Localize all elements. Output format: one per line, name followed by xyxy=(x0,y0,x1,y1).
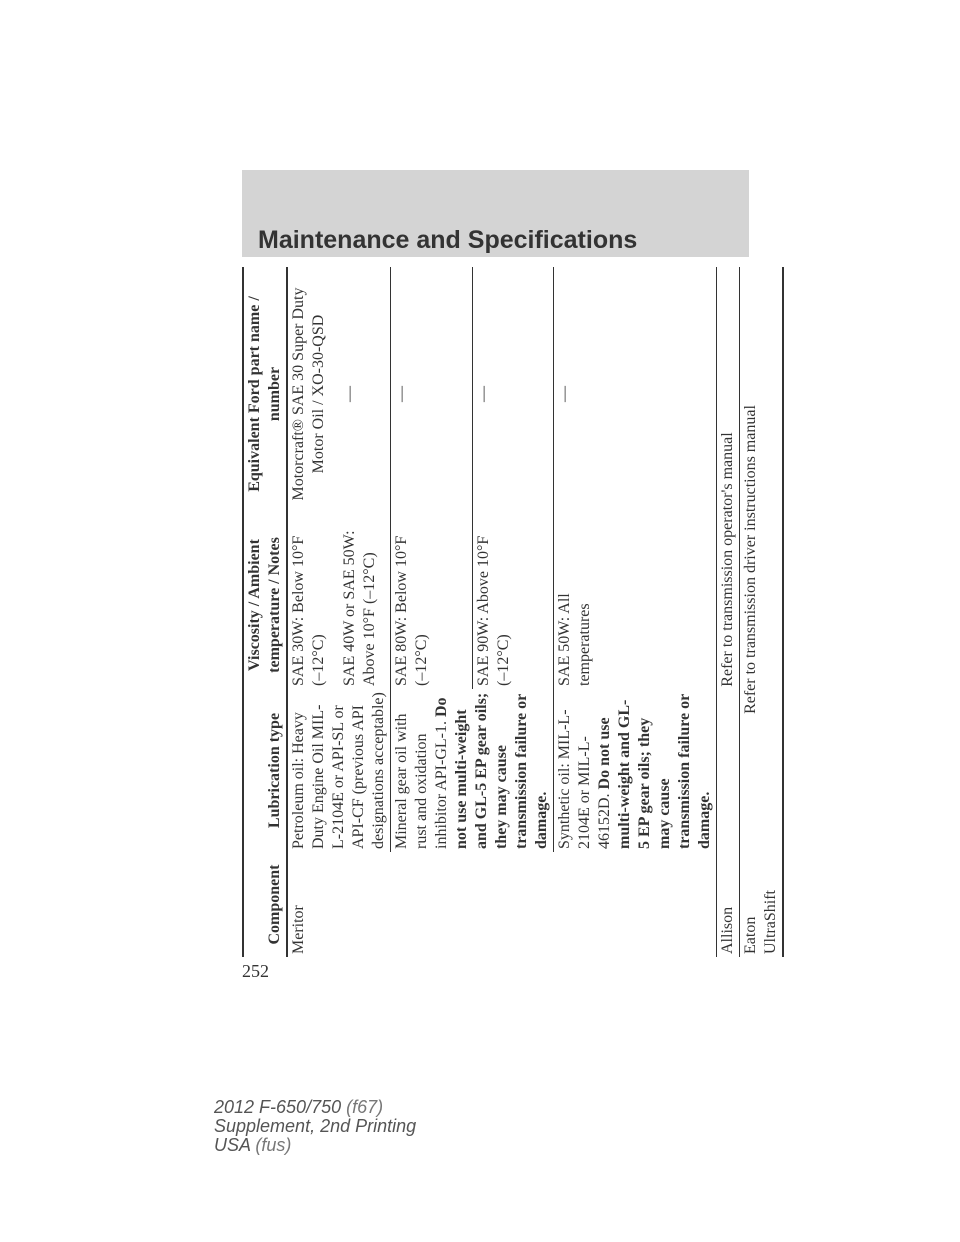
lubrication-synthetic xyxy=(554,689,717,852)
component-allison: Allison xyxy=(717,852,740,957)
spec-table-rotated xyxy=(242,267,779,957)
header-viscosity: Viscosity / Ambient temperature / Notes xyxy=(243,521,287,689)
table-row xyxy=(740,267,784,957)
equivalent-dash: — xyxy=(339,267,390,521)
table-header-row xyxy=(243,267,287,957)
footer-model: 2012 F-650/750 xyxy=(214,1097,342,1117)
viscosity-sae40-50: SAE 40W or SAE 50W: Above 10°F (–12°C) xyxy=(339,521,390,689)
footer-market: USA xyxy=(214,1135,251,1155)
equivalent-dash: — xyxy=(472,267,554,521)
footer-edition: Supplement, 2nd Printing xyxy=(214,1116,417,1136)
header-equivalent-part: Equivalent Ford part name / number xyxy=(243,267,287,521)
equivalent-motorcraft: Motorcraft® SAE 30 Super Duty Motor Oil / XO-30-QSD xyxy=(290,287,327,501)
footer xyxy=(214,1098,416,1155)
footer-line-model xyxy=(214,1098,416,1117)
viscosity-sae90: SAE 90W: Above 10°F (–12°C) xyxy=(472,521,554,689)
footer-market-code: (fus) xyxy=(255,1135,292,1155)
component-meritor: Meritor xyxy=(287,852,717,957)
lubrication-synthetic-warning: Do not use multi-weight and GL-5 EP gear oils; they may cause transmission failure or damage. xyxy=(596,694,713,849)
lubrication-mineral-text: Mineral gear oil with rust and oxidation inhibitor API-GL-1. xyxy=(393,713,450,849)
allison-note: Refer to transmission operator's manual xyxy=(717,267,740,852)
lubrication-synthetic-text: Synthetic oil: MIL-L-2104E or MIL-L-46152D. xyxy=(556,709,613,849)
viscosity-sae50: SAE 50W: All temperatures xyxy=(554,521,717,689)
equivalent-dash: — xyxy=(391,267,473,521)
lubrication-spec-table xyxy=(242,267,784,957)
viscosity-sae30: SAE 30W: Below 10°F (–12°C) xyxy=(290,535,327,686)
table-row xyxy=(717,267,740,957)
table-row xyxy=(287,267,339,957)
lubrication-mineral xyxy=(391,689,554,852)
equivalent-dash: — xyxy=(554,267,717,521)
page-number: 252 xyxy=(242,961,269,981)
lubrication-petroleum: Petroleum oil: Heavy Duty Engine Oil MIL-L-2104E or API-SL or API-CF (previous API designations acceptable) xyxy=(287,689,391,852)
viscosity-sae80: SAE 80W: Below 10°F (–12°C) xyxy=(391,521,473,689)
header-lubrication-type: Lubrication type xyxy=(243,689,287,852)
footer-model-code: (f67) xyxy=(346,1097,384,1117)
eaton-note: Refer to transmission driver instructions manual xyxy=(740,267,784,852)
header-component: Component xyxy=(243,852,287,957)
section-title: Maintenance and Specifications xyxy=(258,226,638,254)
lubrication-mineral-warning: Do not use multi-weight and GL-5 EP gear oils; they may cause transmission failure or damage. xyxy=(433,692,550,849)
component-eaton: Eaton UltraShift xyxy=(740,852,784,957)
footer-line-edition xyxy=(214,1117,416,1136)
footer-line-market xyxy=(214,1136,416,1155)
